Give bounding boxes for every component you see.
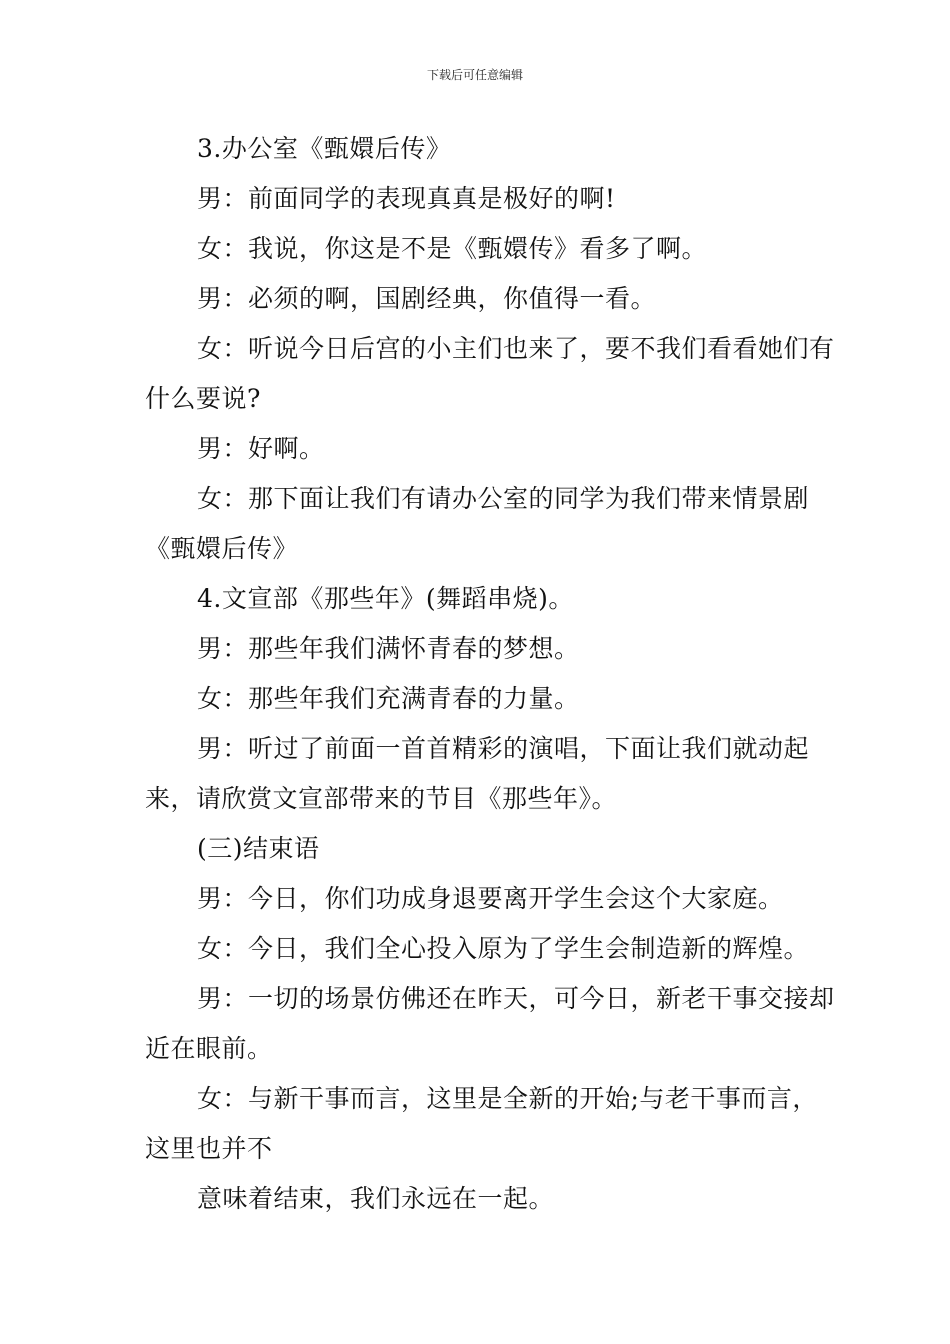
paragraph-item-3: 女：我说，你这是不是《甄嬛传》看多了啊。 <box>197 234 708 263</box>
document-body <box>145 124 835 1224</box>
paragraph-item-16: 女：与新干事而言，这里是全新的开始;与老干事而言，这里也并不 <box>145 1084 818 1163</box>
paragraph-item-2: 男：前面同学的表现真真是极好的啊! <box>197 184 616 213</box>
page-header: 下载后可任意编辑 <box>426 68 523 82</box>
paragraph-item-17: 意味着结束，我们永远在一起。 <box>197 1184 555 1213</box>
paragraph-item-14: 女：今日，我们全心投入原为了学生会制造新的辉煌。 <box>197 934 810 963</box>
paragraph-item-15: 男：一切的场景仿佛还在昨天，可今日，新老干事交接却近在眼前。 <box>145 984 835 1063</box>
paragraph-item-7: 女：那下面让我们有请办公室的同学为我们带来情景剧《甄嬛后传》 <box>145 484 810 563</box>
section-heading-conclusion: (三)结束语 <box>197 834 320 863</box>
paragraph-item-8: 4.文宣部《那些年》(舞蹈串烧)。 <box>197 584 574 613</box>
paragraph-item-5: 女：听说今日后宫的小主们也来了，要不我们看看她们有什么要说? <box>145 334 835 413</box>
paragraph-item-9: 男：那些年我们满怀青春的梦想。 <box>197 634 580 663</box>
paragraph-item-13: 男：今日，你们功成身退要离开学生会这个大家庭。 <box>197 884 784 913</box>
paragraph-item-6: 男：好啊。 <box>197 434 325 463</box>
paragraph-item-4: 男：必须的啊，国剧经典，你值得一看。 <box>197 284 657 313</box>
paragraph-item-10: 女：那些年我们充满青春的力量。 <box>197 684 580 713</box>
paragraph-item-1: 3.办公室《甄嬛后传》 <box>197 134 452 163</box>
paragraph-item-11: 男：听过了前面一首首精彩的演唱，下面让我们就动起来，请欣赏文宣部带来的节目《那些年》。 <box>145 734 810 813</box>
